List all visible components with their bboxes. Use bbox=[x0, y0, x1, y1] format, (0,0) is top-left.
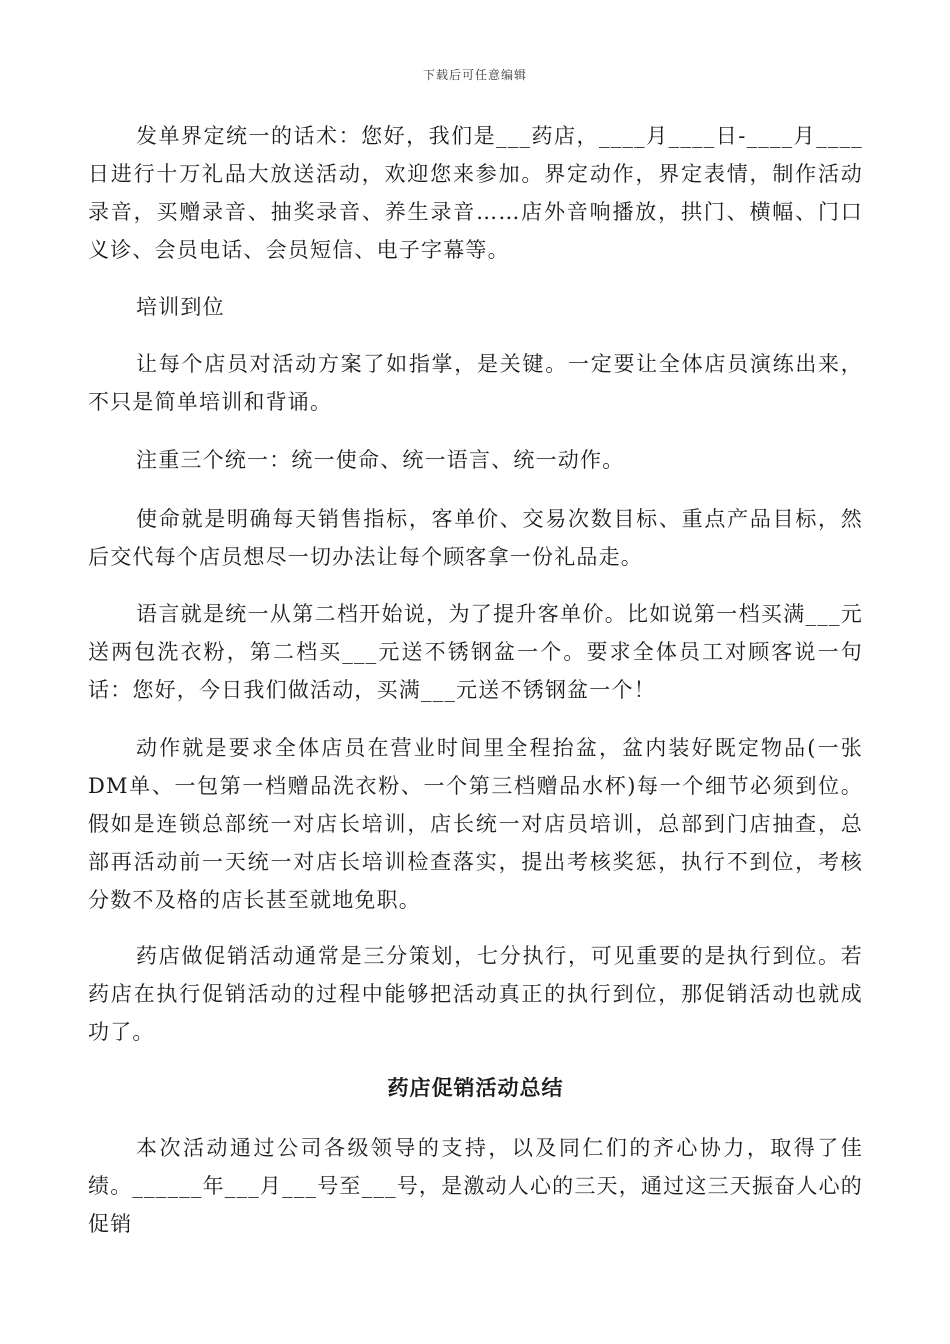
paragraph-training-heading: 培训到位 bbox=[136, 295, 225, 319]
paragraph-summary: 本次活动通过公司各级领导的支持，以及同仁们的齐心协力，取得了佳绩。______年___月___号至___号，是激动人心的三天，通过这三天振奋人心的促销 bbox=[88, 1136, 863, 1236]
paragraph-training: 让每个店员对活动方案了如指掌，是关键。一定要让全体店员演练出来，不只是简单培训和背诵。 bbox=[88, 352, 863, 414]
paragraph-three-unities: 注重三个统一：统一使命、统一语言、统一动作。 bbox=[136, 448, 625, 472]
paragraph-execution: 药店做促销活动通常是三分策划，七分执行，可见重要的是执行到位。若药店在执行促销活动的过程中能够把活动真正的执行到位，那促销活动也就成功了。 bbox=[88, 944, 863, 1044]
section-title: 药店促销活动总结 bbox=[387, 1076, 564, 1100]
paragraph-language: 语言就是统一从第二档开始说，为了提升客单价。比如说第一档买满___元送两包洗衣粉，第二档买___元送不锈钢盆一个。要求全体员工对顾客说一句话：您好，今日我们做活动，买满___元送不锈钢盆一个！ bbox=[88, 602, 863, 702]
page-header: 下载后可任意编辑 bbox=[422, 68, 527, 82]
paragraph-mission: 使命就是明确每天销售指标，客单价、交易次数目标、重点产品目标，然后交代每个店员想尽一切办法让每个顾客拿一份礼品走。 bbox=[88, 507, 863, 569]
paragraph-script: 发单界定统一的话术：您好，我们是___药店，____月____日-____月____日进行十万礼品大放送活动，欢迎您来参加。界定动作，界定表情，制作活动录音，买赠录音、抽奖录音、养生录音……店外音响播放，拱门、横幅、门口义诊、会员电话、会员短信、电子字幕等。 bbox=[88, 124, 863, 262]
paragraph-action: 动作就是要求全体店员在营业时间里全程抬盆，盆内装好既定物品(一张DM单、一包第一档赠品洗衣粉、一个第三档赠品水杯)每一个细节必须到位。假如是连锁总部统一对店长培训，店长统一对店员培训，总部到门店抽查，总部再活动前一天统一对店长培训检查落实，提出考核奖惩，执行不到位，考核分数不及格的店长甚至就地免职。 bbox=[88, 736, 863, 912]
